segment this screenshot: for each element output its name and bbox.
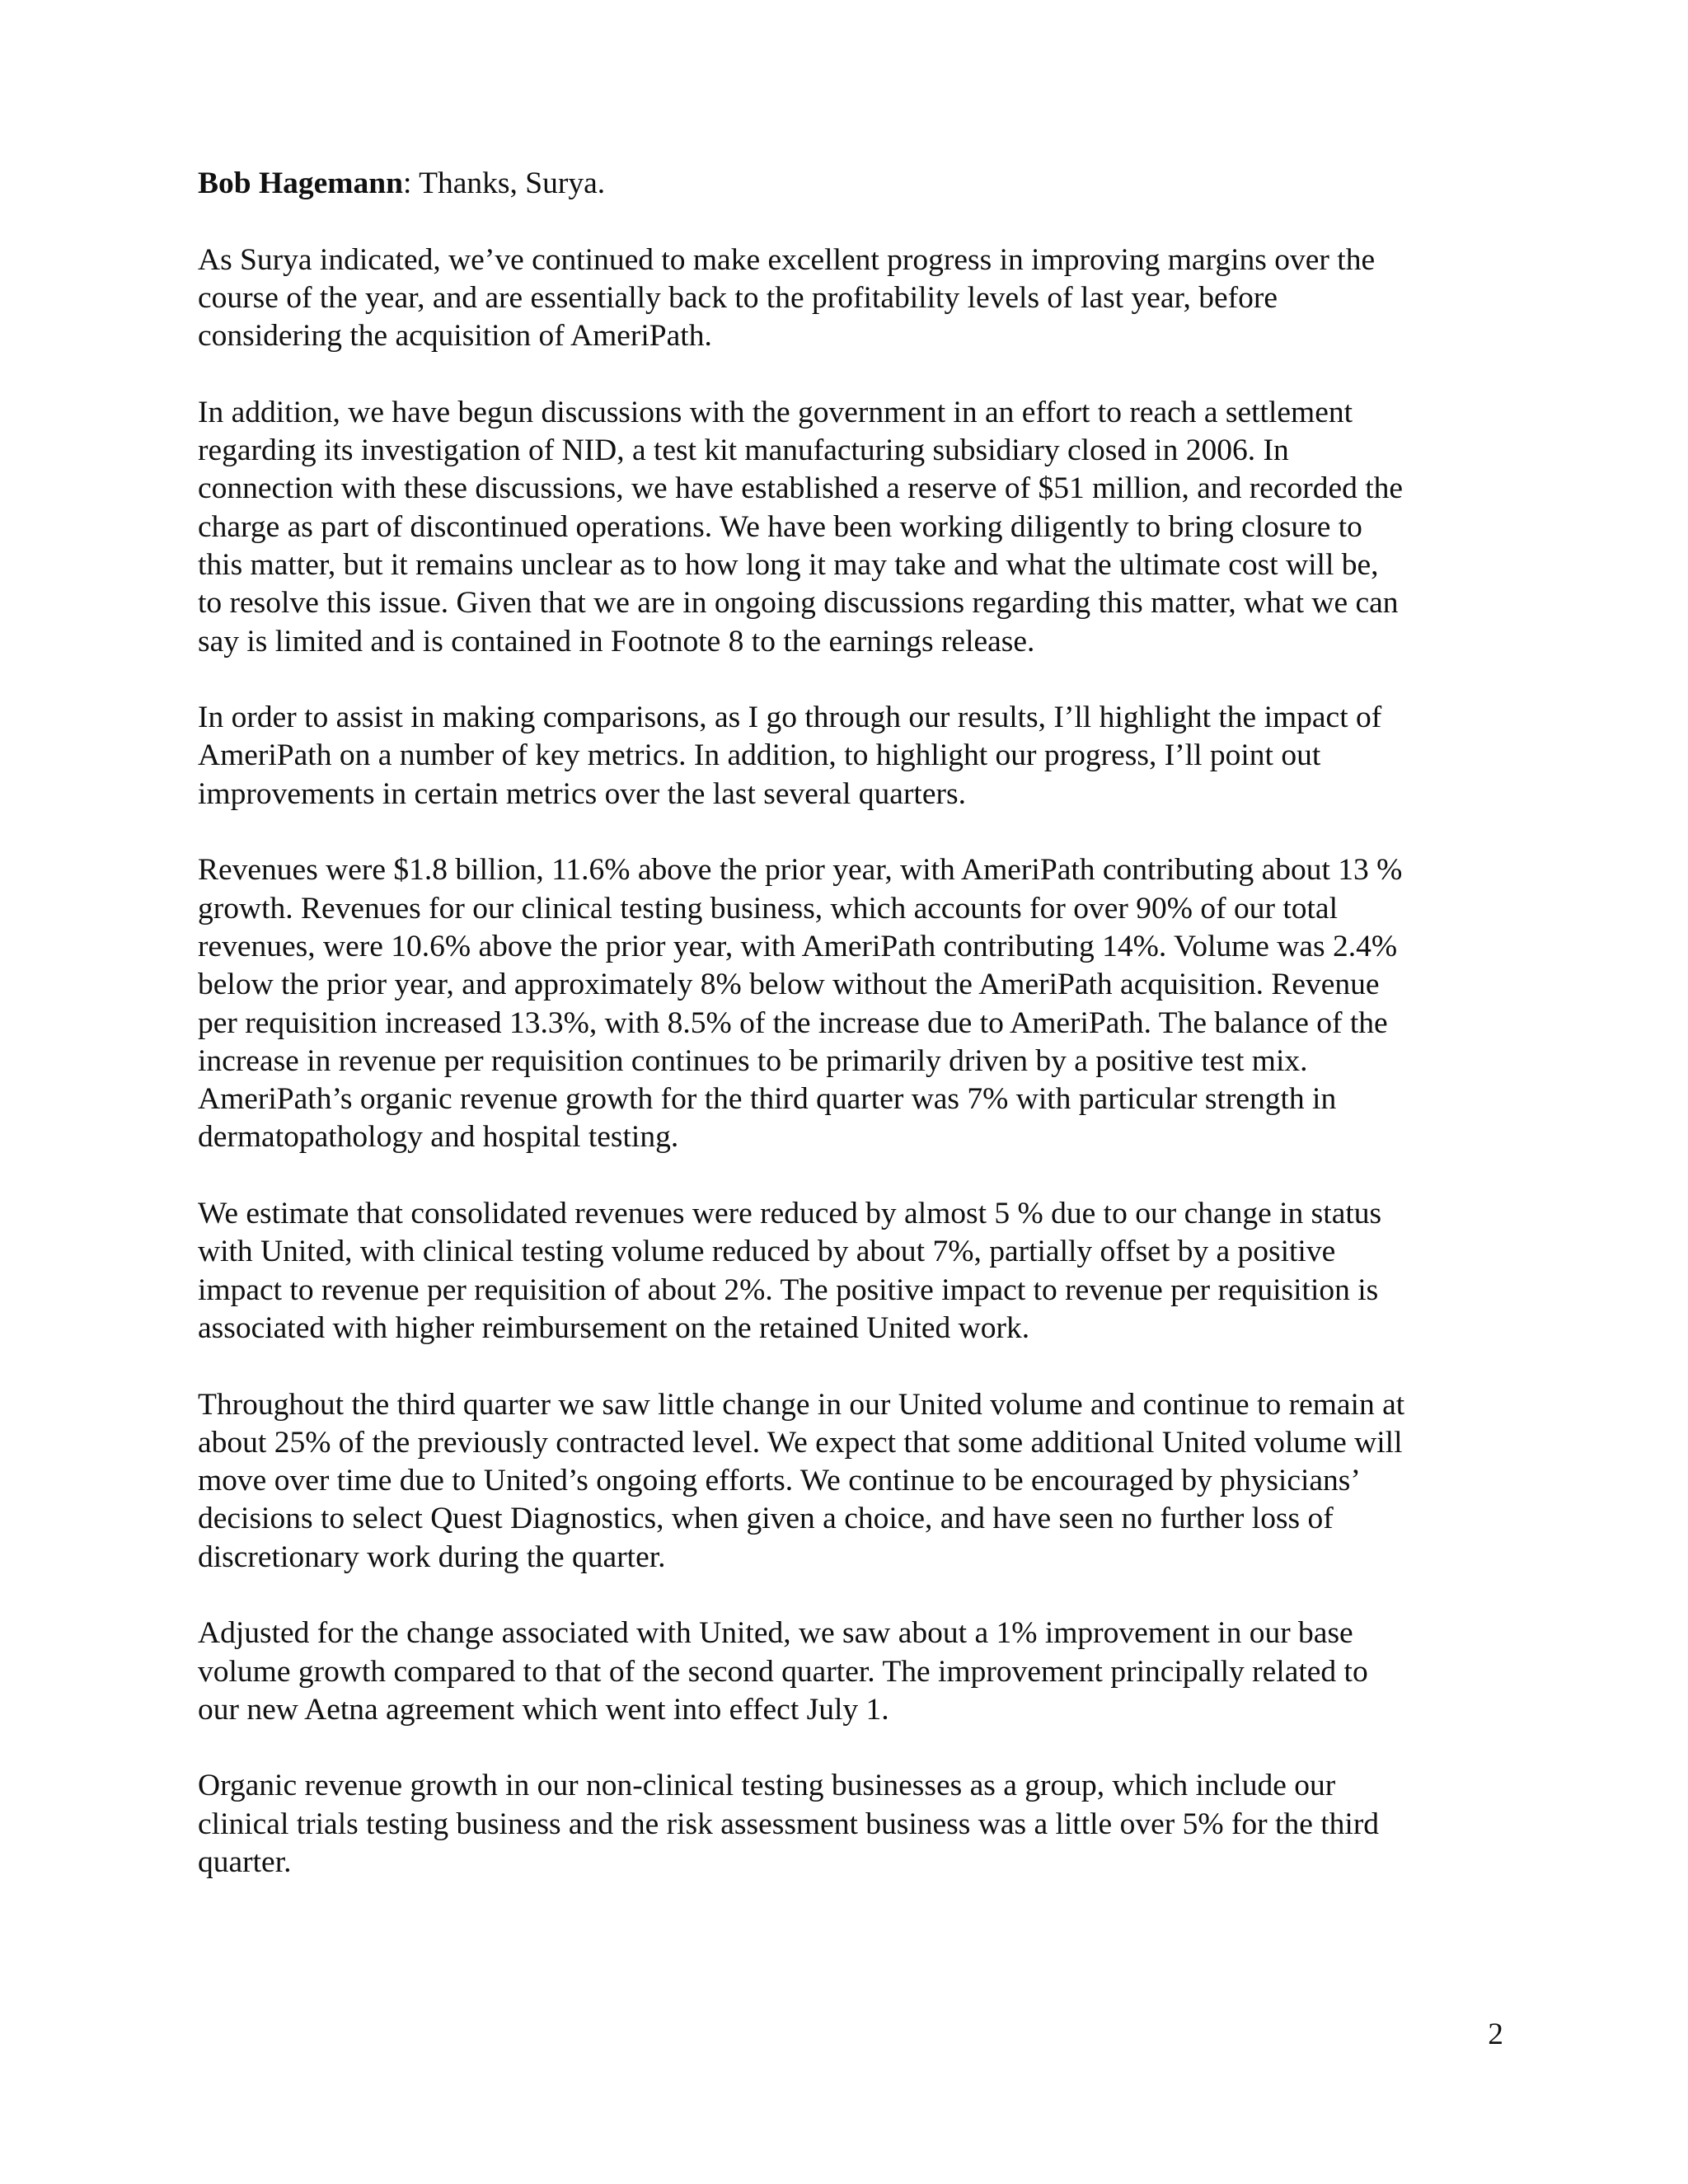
paragraph-united-impact: We estimate that consolidated revenues were reduced by almost 5 % due to our change in status with United, with clinical testing volume reduced by about 7%, partially offset by a positive impact to revenue per requisition of about 2%. The positive impact to revenue per requisition is associated with higher reimbursement on the retained United work. xyxy=(198,1197,1382,1345)
speaker-name: Bob Hagemann xyxy=(198,166,404,200)
paragraph-united-volume: Throughout the third quarter we saw little change in our United volume and continue to remain at about 25% of the previously contracted level. We expect that some additional United volume will move over time due to United’s ongoing efforts. We continue to be encouraged by physicians’ decisions to select Quest Diagnostics, when given a choice, and have seen no further loss of discretionary work during the quarter. xyxy=(198,1387,1405,1574)
paragraph-non-clinical: Organic revenue growth in our non-clinical testing businesses as a group, which include our clinical trials testing business and the risk assessment business was a little over 5% for the third quarter. xyxy=(198,1769,1380,1880)
paragraph-comparisons: In order to assist in making comparisons, as I go through our results, I’ll highlight the impact of AmeriPath on a number of key metrics. In addition, to highlight our progress, I’ll point out improvements in certain metrics over the last several quarters. xyxy=(198,701,1382,811)
speaker-separator: : xyxy=(403,166,412,200)
paragraph-revenues: Revenues were $1.8 billion, 11.6% above the prior year, with AmeriPath contributing about 13 % growth. Revenues for our clinical testing business, which accounts for over 90% of our total revenues, were 10.6% above the prior year, with AmeriPath contributing 14%. Volume was 2.4% below the prior year, and approximately 8% below without the AmeriPath acquisition. Revenue per requisition increased 13.3%, with 8.5% of the increase due to AmeriPath. The balance of the increase in revenue per requisition continues to be primarily driven by a positive test mix. AmeriPath’s organic revenue growth for the third quarter was 7% with particular strength in dermatopathology and hospital testing. xyxy=(198,853,1403,1155)
paragraph-margins: As Surya indicated, we’ve continued to make excellent progress in improving margins over the course of the year, and are essentially back to the profitability levels of last year, before considering the acquisition of AmeriPath. xyxy=(198,242,1376,354)
page-number: 2 xyxy=(1488,2018,1503,2051)
transcript-body xyxy=(198,165,1409,1920)
paragraph-nid-investigation: In addition, we have begun discussions with the government in an effort to reach a settlement regarding its investigation of NID, a test kit manufacturing subsidiary closed in 2006. In connection with these discussions, we have established a reserve of $51 million, and recorded the charge as part of discontinued operations. We have been working diligently to bring closure to this matter, but it remains unclear as to how long it may take and what the ultimate cost will be, to resolve this issue. Given that we are in ongoing discussions regarding this matter, what we can say is limited and is contained in Footnote 8 to the earnings release. xyxy=(198,395,1404,658)
speaker-intro-paragraph xyxy=(198,165,1409,203)
speaker-opening-text: Thanks, Surya. xyxy=(411,166,606,200)
paragraph-base-volume: Adjusted for the change associated with United, we saw about a 1% improvement in our base volume growth compared to that of the second quarter. The improvement principally related to our new Aetna agreement which went into effect July 1. xyxy=(198,1616,1368,1727)
